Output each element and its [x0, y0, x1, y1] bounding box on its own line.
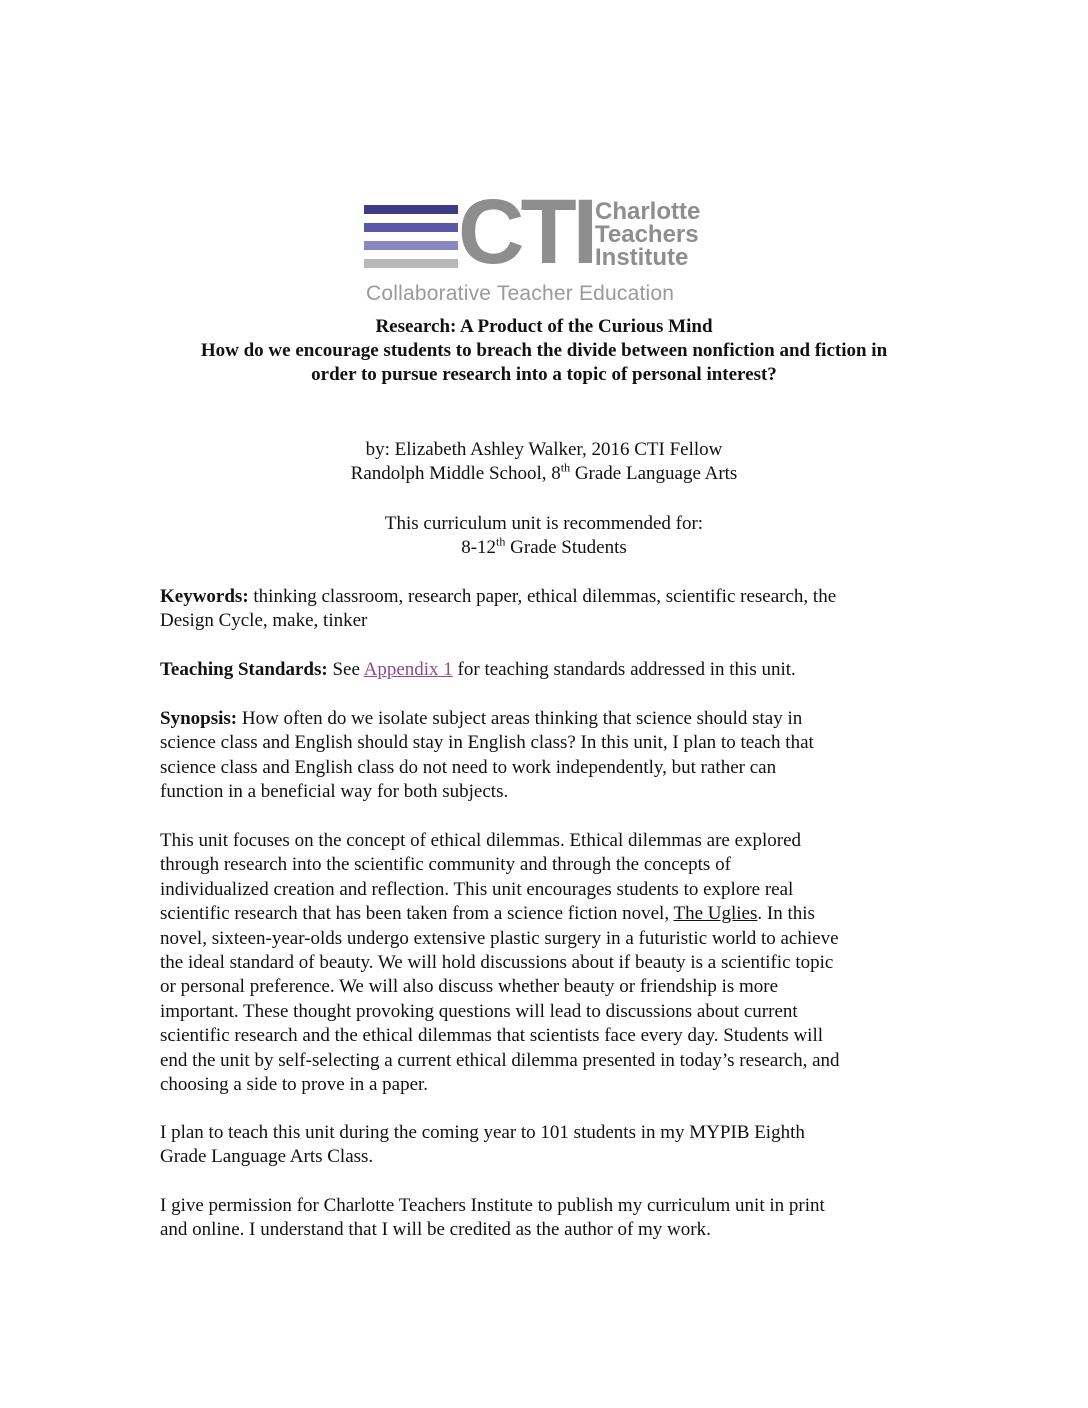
synopsis-text: science class and English class do not need to work independently, but rather can — [160, 756, 777, 778]
paragraph-line: the ideal standard of beauty. We will hold discussions about if beauty is a scientific topic — [160, 952, 834, 974]
paragraph-line: and online. I understand that I will be credited as the author of my work. — [160, 1219, 711, 1241]
logo-name-line: Charlotte — [595, 198, 701, 225]
paragraph-line: important. These thought provoking questions will lead to discussions about current — [160, 1000, 798, 1022]
keywords-text: thinking classroom, research paper, ethical dilemmas, scientific research, the — [248, 586, 837, 607]
logo-bar-icon — [364, 259, 458, 268]
ordinal-sup: th — [560, 460, 571, 475]
logo-tagline: Collaborative Teacher Education — [366, 282, 675, 305]
synopsis-text: science class and English should stay in English class? In this unit, I plan to teach that — [160, 732, 814, 754]
paragraph-line: individualized creation and reflection. This unit encourages students to explore real — [160, 878, 794, 900]
synopsis-label: Synopsis: — [160, 708, 238, 729]
keywords-paragraph — [160, 585, 930, 634]
keywords-text: Design Cycle, make, tinker — [160, 610, 368, 632]
logo-name-line: Teachers — [595, 221, 699, 248]
cti-logo — [362, 181, 722, 310]
paragraph-line: Grade Language Arts Class. — [160, 1146, 374, 1168]
grade-line — [0, 536, 1088, 560]
paragraph-line: This unit focuses on the concept of ethical dilemmas. Ethical dilemmas are explored — [160, 830, 802, 851]
school-text: Randolph Middle School, 8 — [350, 463, 561, 484]
recommendation-line: This curriculum unit is recommended for: — [384, 513, 704, 534]
keywords-label: Keywords: — [160, 586, 249, 607]
permission-paragraph — [160, 1194, 930, 1243]
paragraph-line: through research into the scientific community and through the concepts of — [160, 854, 731, 876]
title-line: Research: A Product of the Curious Mind — [375, 316, 713, 337]
paragraph-line: choosing a side to prove in a paper. — [160, 1074, 429, 1096]
book-title: The Uglies — [673, 903, 758, 925]
logo-bar-icon — [364, 241, 458, 250]
standards-text: See — [327, 659, 364, 680]
paragraph-line: novel, sixteen-year-olds undergo extensive plastic surgery in a futuristic world to achieve — [160, 927, 839, 949]
logo-name — [595, 200, 700, 269]
ordinal-sup: th — [496, 534, 506, 549]
paragraph-line: scientific research that has been taken from a science fiction novel, — [160, 903, 674, 925]
synopsis-text: function in a beneficial way for both subjects. — [160, 781, 509, 803]
paragraph-line: . In this — [757, 903, 815, 925]
paragraph-line: I plan to teach this unit during the coming year to 101 students in my MYPIB Eighth — [160, 1122, 805, 1143]
logo-bar-icon — [364, 223, 458, 232]
school-text: Grade Language Arts — [570, 463, 738, 484]
synopsis-paragraph — [160, 707, 930, 805]
school-line — [0, 462, 1088, 486]
grade-text: 8-12 — [461, 537, 497, 558]
paragraph-line: or personal preference. We will also discuss whether beauty or friendship is more — [160, 976, 779, 998]
author-line: by: Elizabeth Ashley Walker, 2016 CTI Fellow — [365, 439, 723, 460]
standards-label: Teaching Standards: — [160, 659, 328, 680]
grade-text: Grade Students — [505, 537, 627, 558]
unit-focus-paragraph — [160, 829, 930, 1097]
paragraph-line: end the unit by self-selecting a current ethical dilemma presented in today’s research, and — [160, 1049, 840, 1071]
document-title — [0, 315, 1088, 387]
standards-text: for teaching standards addressed in this unit. — [452, 659, 796, 680]
synopsis-text: How often do we isolate subject areas thinking that science should stay in — [237, 708, 803, 729]
logo-acronym: CTI — [458, 181, 595, 283]
paragraph-line: I give permission for Charlotte Teachers Institute to publish my curriculum unit in print — [160, 1195, 825, 1216]
standards-paragraph — [160, 658, 930, 682]
byline — [0, 438, 1088, 486]
appendix-1-link[interactable]: Appendix 1 — [363, 659, 453, 680]
title-line: order to pursue research into a topic of personal interest? — [311, 364, 777, 385]
logo-name-line: Institute — [595, 244, 689, 271]
title-line: How do we encourage students to breach the divide between nonfiction and fiction in — [200, 340, 888, 361]
plan-paragraph — [160, 1121, 930, 1170]
recommendation — [0, 512, 1088, 560]
logo-bar-icon — [364, 205, 458, 214]
paragraph-line: scientific research and the ethical dilemmas that scientists face every day. Students will — [160, 1025, 824, 1047]
